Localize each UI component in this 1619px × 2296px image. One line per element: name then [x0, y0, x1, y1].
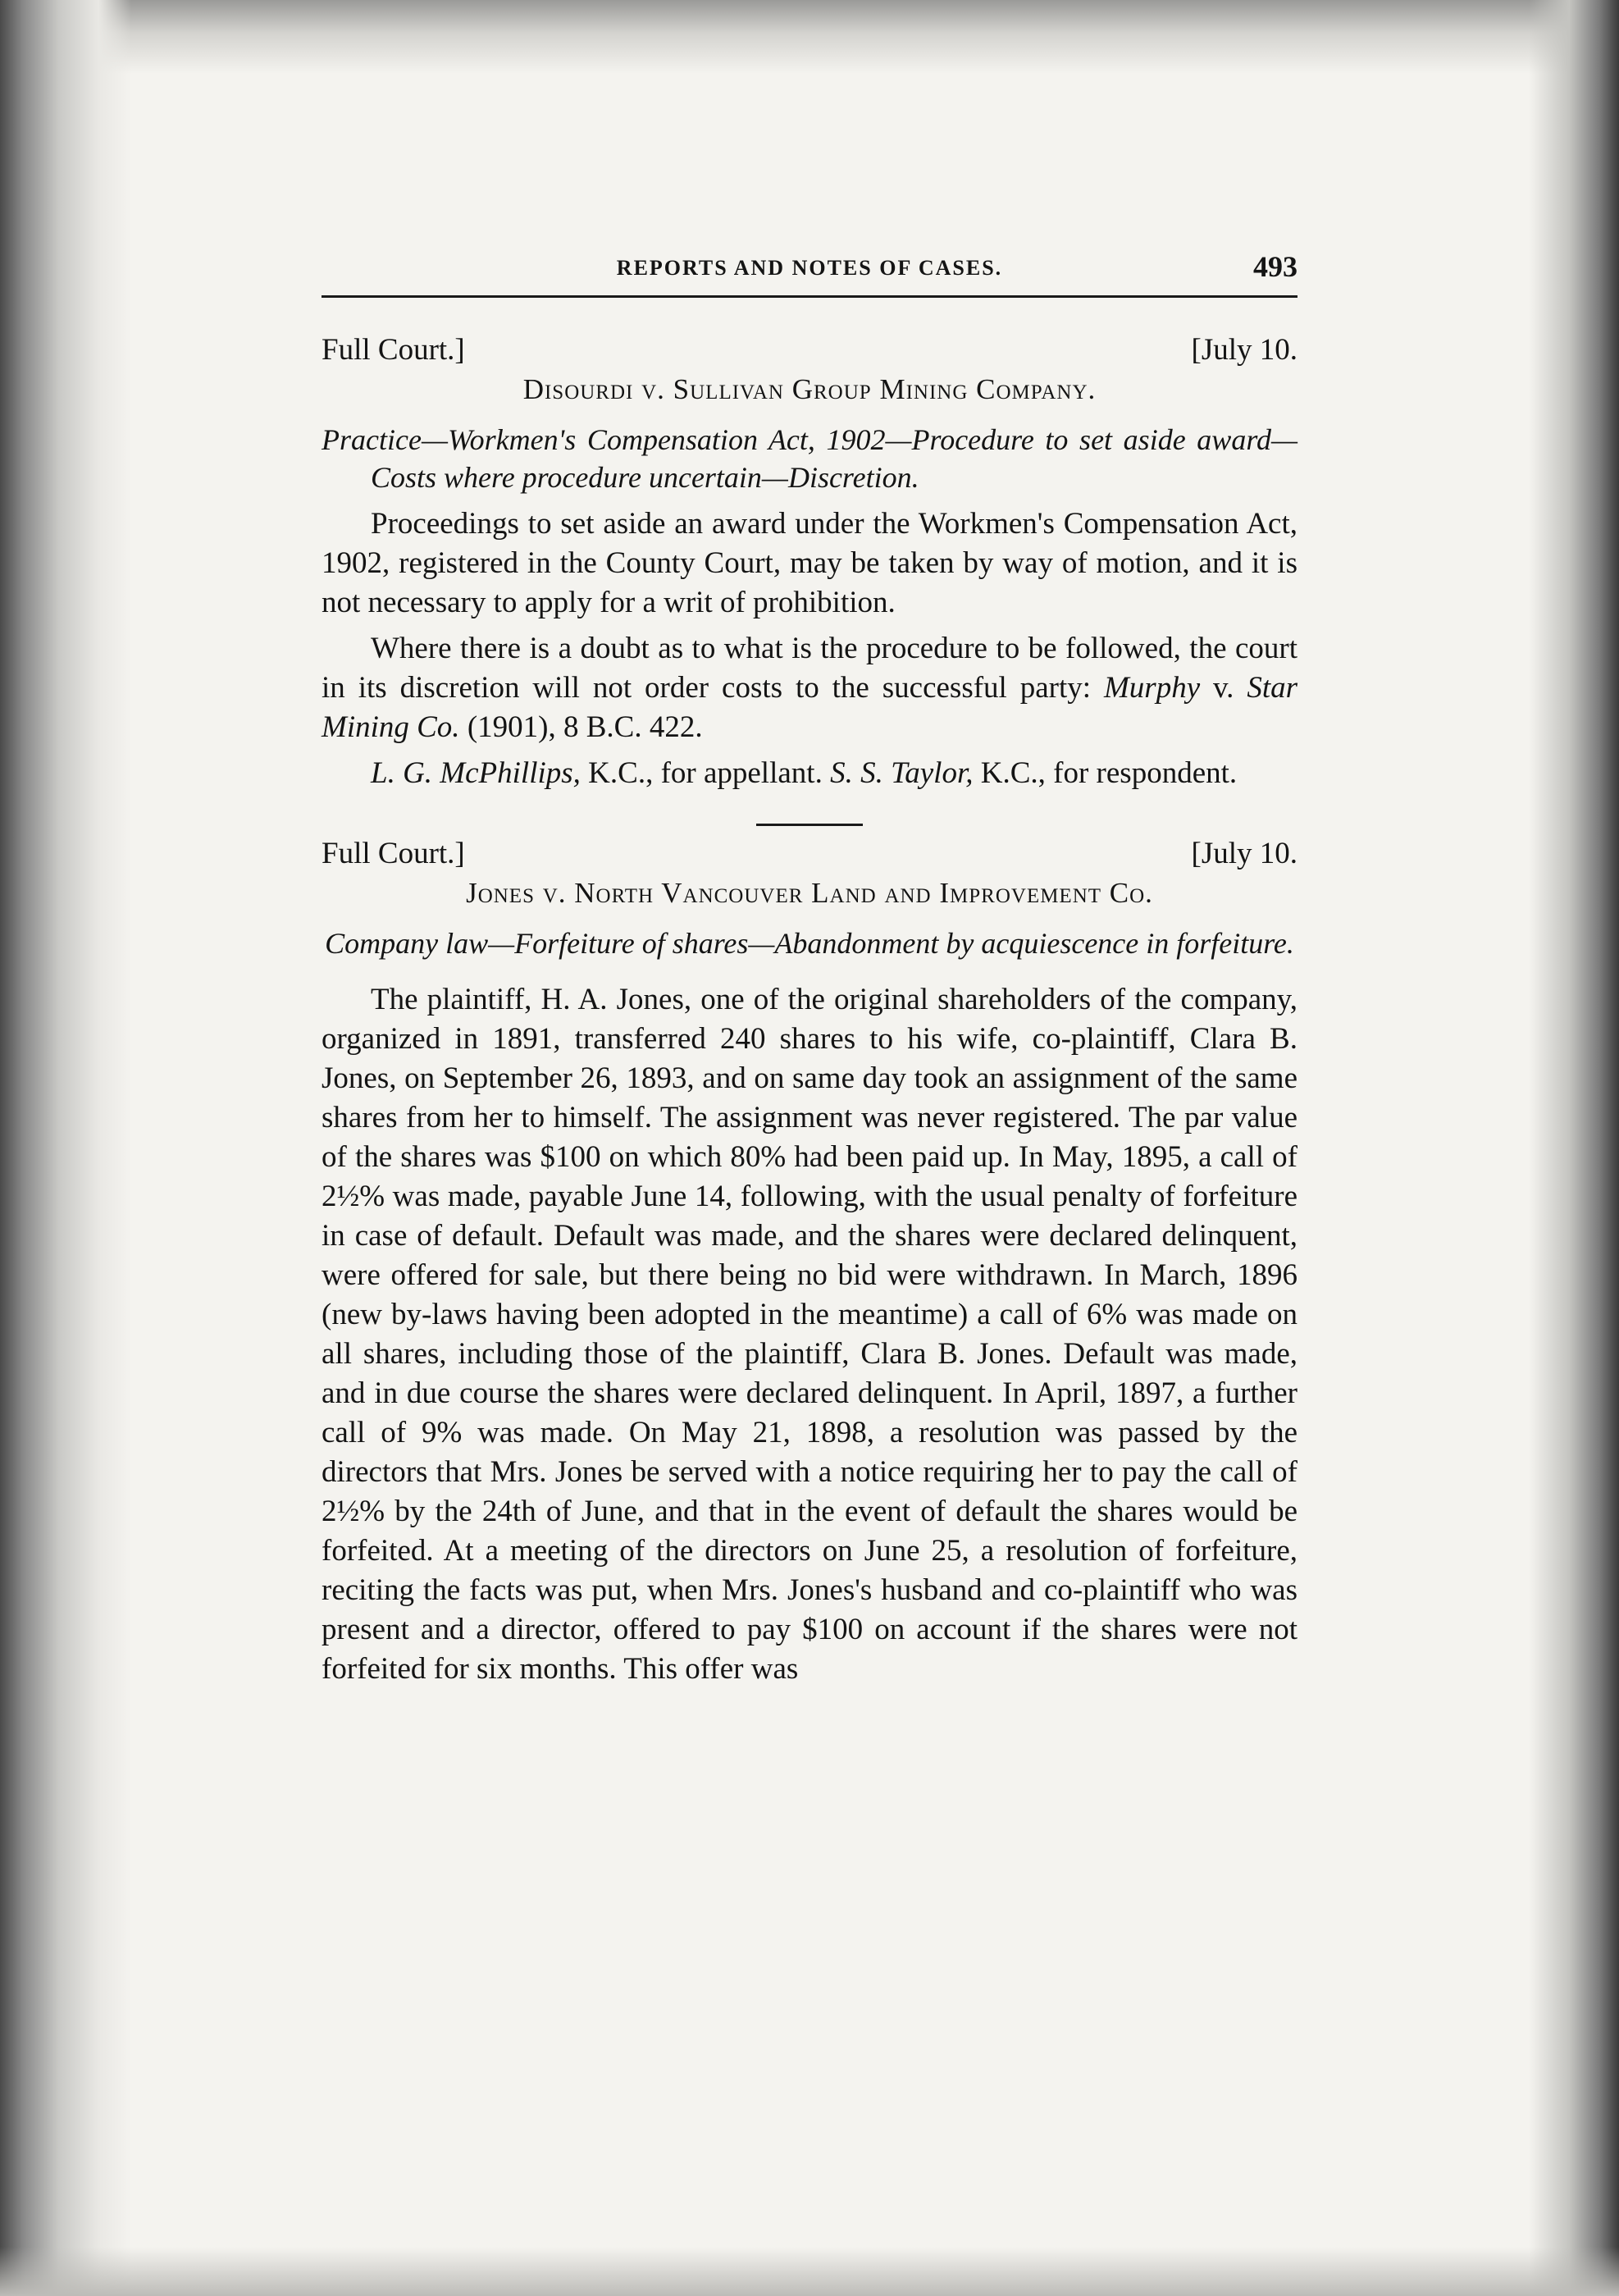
citation: (1901), 8 B.C. 422.: [467, 710, 703, 744]
paragraph: Proceedings to set aside an award under the Workmen's Compensation Act, 1902, registered in the County Court, may be taken by way of motion, and it is not necessary to apply for a writ of prohibition.: [322, 507, 1297, 619]
scan-shadow-top: [0, 0, 1619, 74]
case-title: Disourdi v. Sullivan Group Mining Company.: [522, 373, 1097, 405]
case-jones: [322, 834, 1297, 1689]
case-header: [322, 834, 1297, 874]
scan-shadow-left: [0, 0, 131, 2296]
case-date: [July 10.: [1191, 333, 1297, 367]
paragraph: [322, 629, 1297, 747]
case-disourdi: [322, 331, 1297, 793]
counsel-role: K.C., for appellant.: [588, 756, 823, 790]
counsel-line: [322, 754, 1297, 793]
scan-shadow-bottom: [0, 2247, 1619, 2296]
court-label: Full Court.]: [322, 333, 465, 367]
headnote: Practice—Workmen's Compensation Act, 1902—Procedure to set aside award—Costs where procedure uncertain—Discretion.: [322, 423, 1297, 494]
paragraph: The plaintiff, H. A. Jones, one of the original shareholders of the company, organized in 1891, transferred 240 shares to his wife, co-plaintiff, Clara B. Jones, on September 26, 1893, and on same day took an assignment of the same shares from her to himself. The assignment was never registered. The par value of the shares was $100 on which 80% had been paid up. In May, 1895, a call of 2½% was made, payable June 14, following, with the usual penalty of forfeiture in case of default. Default was made, and the shares were declared delinquent, were offered for sale, but there being no bid were withdrawn. In March, 1896 (new by-laws having been adopted in the meantime) a call of 6% was made on all shares, including those of the plaintiff, Clara B. Jones. Default was made, and in due course the shares were declared delinquent. In April, 1897, a further call of 9% was made. On May 21, 1898, a resolution was passed by the directors that Mrs. Jones be served with a notice requiring her to pay the call of 2½% by the 24th of June, and that in the event of default the shares would be forfeited. At a meeting of the directors on June 25, a resolution of forfeiture, reciting the facts was put, when Mrs. Jones's husband and co-plaintiff who was present and a director, offered to pay $100 on account if the shares were not forfeited for six months. This offer was: [322, 983, 1297, 1686]
running-head-title: REPORTS AND NOTES OF CASES.: [616, 256, 1003, 280]
counsel-name: S. S. Taylor,: [830, 756, 974, 790]
cited-case-party: Murphy: [1103, 671, 1201, 705]
headnote: Company law—Forfeiture of shares—Abandonment by acquiescence in forfeiture.: [325, 927, 1294, 960]
case-date: [July 10.: [1191, 837, 1297, 870]
page-number: 493: [1253, 250, 1297, 283]
case-title: Jones v. North Vancouver Land and Improvement Co.: [466, 877, 1153, 909]
counsel-name: L. G. McPhillips,: [371, 756, 581, 790]
page: [322, 246, 1297, 1689]
counsel-role: K.C., for respondent.: [980, 756, 1238, 790]
case-separator: [756, 824, 863, 826]
court-label: Full Court.]: [322, 837, 465, 870]
cited-case-v: v.: [1213, 671, 1234, 705]
running-head: [322, 246, 1297, 298]
scan-shadow-right: [1529, 0, 1619, 2296]
cited-case-party: Star Mining Co.: [322, 671, 1298, 744]
case-header: [322, 331, 1297, 370]
paragraph-text: Where there is a doubt as to what is the procedure to be followed, the court in its discretion will not order costs to the successful party:: [322, 632, 1297, 705]
